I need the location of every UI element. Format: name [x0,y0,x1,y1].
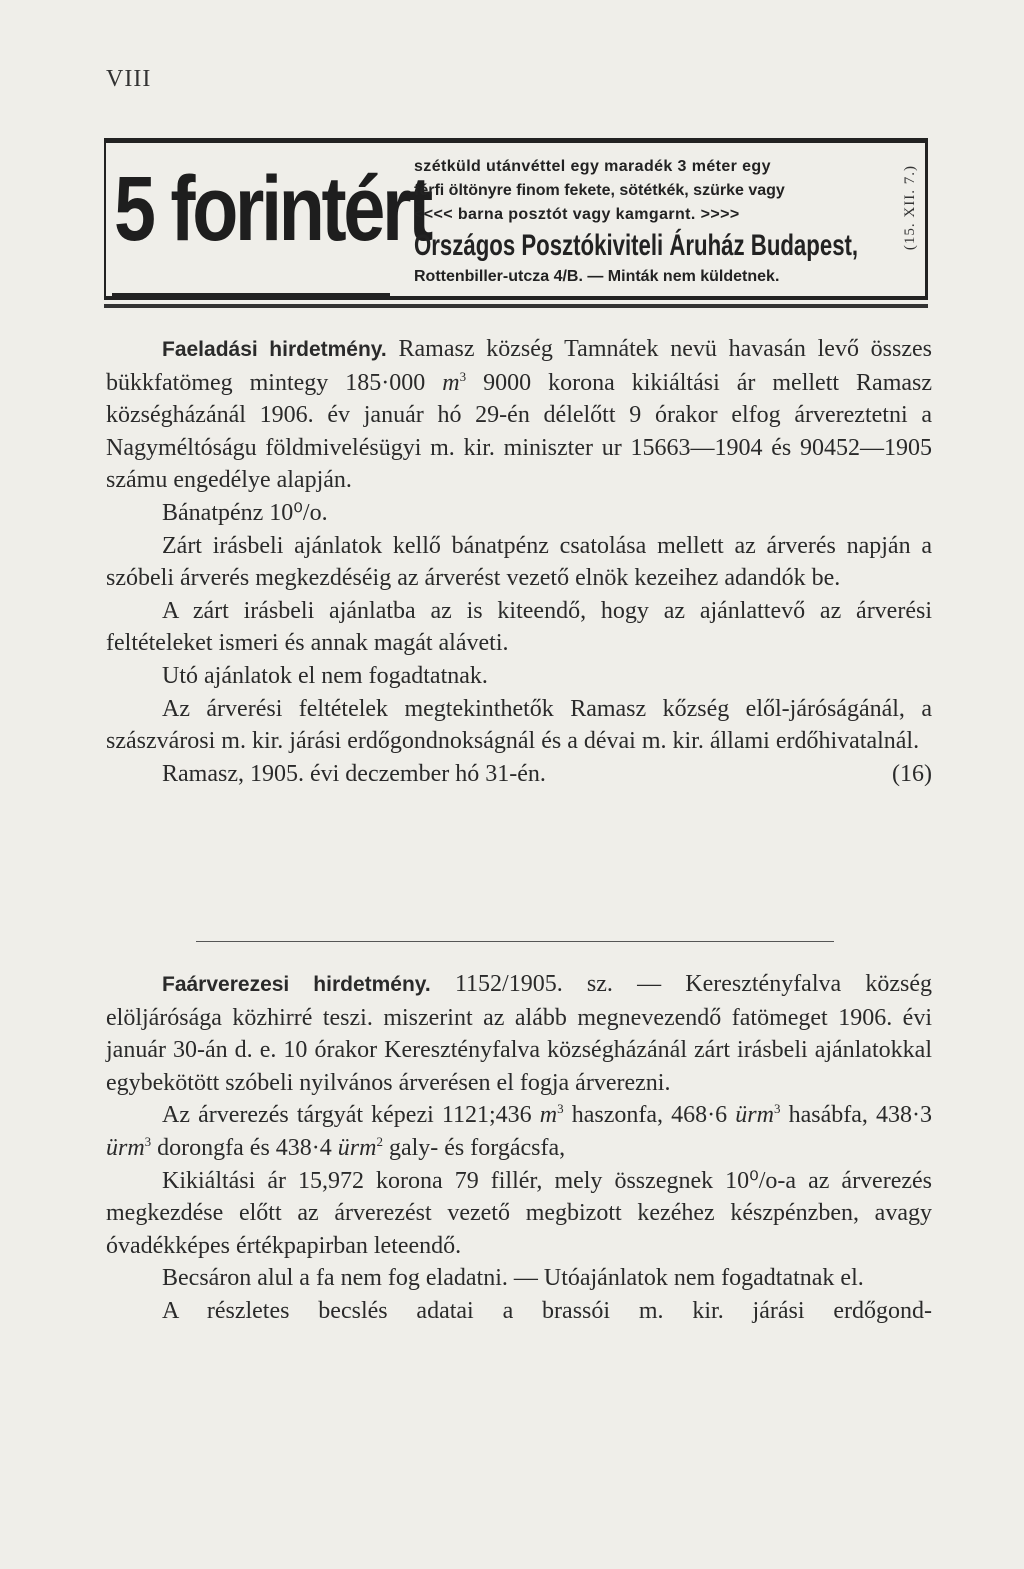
notice-paragraph: Az árverezés tárgyát képezi 1121;436 $m^3$ haszonfa, 468·6 ürm$^3$ hasábfa, 438·3 ürm$^3$ dorongfa és 438·4 ürm$^2$ galy- és forgácsfa, [106,1101,932,1161]
notice-paragraph: Becsáron alul a fa nem fog eladatni. — Utóajánlatok nem fogadtatnak el. [162,1265,864,1292]
notice-paragraph: A zárt irásbeli ajánlatba az is kiteendő, hogy az ajánlattevő az árverési feltételeket ismeri és annak magát aláveti. [106,597,932,657]
notice-paragraph: Zárt irásbeli ajánlatok kellő bánatpénz csatolása mellett az árverés napján a szóbeli árverés megkezdéséig az árverést vezető elnök kezeihez adandók be. [106,532,932,592]
advertisement-box [104,138,928,300]
ad-store-name: Országos Posztókiviteli Áruház Budapest, [414,229,859,262]
ad-price-headline: 5 forintért [114,158,431,260]
notice-paragraph: A részletes becslés adatai a brassói m. kir. járási erdőgond- [162,1297,932,1324]
notice-paragraph: Kikiáltási ár 15,972 korona 79 fillér, mely összegnek 10⁰/o-a az árverezés megkezdése előtt az árverezést vezető megbizott kezéhez készpénzben, avagy óvadékképes értékpapirban leteendő. [106,1167,932,1259]
ad-underline [112,293,390,296]
ad-line-5: Rottenbiller-utcza 4/B. — Minták nem küldetnek. [414,268,780,285]
notice-paragraph: Utó ajánlatok el nem fogadtatnak. [162,662,488,689]
ad-text-block [414,155,894,289]
notice-signature-line: Ramasz, 1905. évi deczember hó 31-én. (16) [106,758,932,791]
notice-number: (16) [892,760,932,787]
sale-notice [106,333,932,790]
notice-paragraph: Bánatpénz 10⁰/o. [162,499,328,526]
ad-date-code: (15. XII. 7.) [902,165,918,251]
auction-notice [106,968,932,1328]
ad-line-2: férfi öltönyre finom fekete, sötétkék, szürke vagy [414,182,785,199]
section-divider [104,304,928,308]
notice-paragraph: Az árverési feltételek megtekinthetők Ramasz kőzség elől-járóságánál, a szászvárosi m. kir. járási erdőgondnokságnál és a dévai m. kir. állami erdőhivatalnál. [106,695,932,755]
notice-paragraph: Faárverezesi hirdetmény. 1152/1905. sz. — Keresztényfalva község elöljárósága közhirré teszi. miszerint az alább megnevezendő fatömeget 1906. évi január 30-án d. e. 10 órakor Keresztényfalva községházánál zárt irásbeli ajánlatokkal egybekötött szóbeli nyilvános árverésen el fogja árverezni. [106,971,932,1096]
notice-heading: Faárverezesi hirdetmény. [162,973,431,996]
notice-paragraph: Faeladási hirdetmény. Ramasz község Tamnátek nevü havasán levő összes bükkfatömeg mintegy 185·000 $m^3$ 9000 korona kikiáltási ár mellett Ramasz községházánál 1906. év január hó 29-én délelőtt 9 órakor elfog árvereztetni a Nagyméltóságu földmivelésügyi m. kir. miniszter ur 15663—1904 és 90452—1905 számu engedélye alapján. [106,336,933,494]
page-number: VIII [106,66,152,92]
ad-line-1: szétküld utánvéttel egy maradék 3 méter egy [414,158,771,175]
notice-heading: Faeladási hirdetmény. [162,338,387,361]
ad-line-3: <<<< barna posztót vagy kamgarnt. >>>> [414,206,740,223]
notice-separator [196,941,834,942]
